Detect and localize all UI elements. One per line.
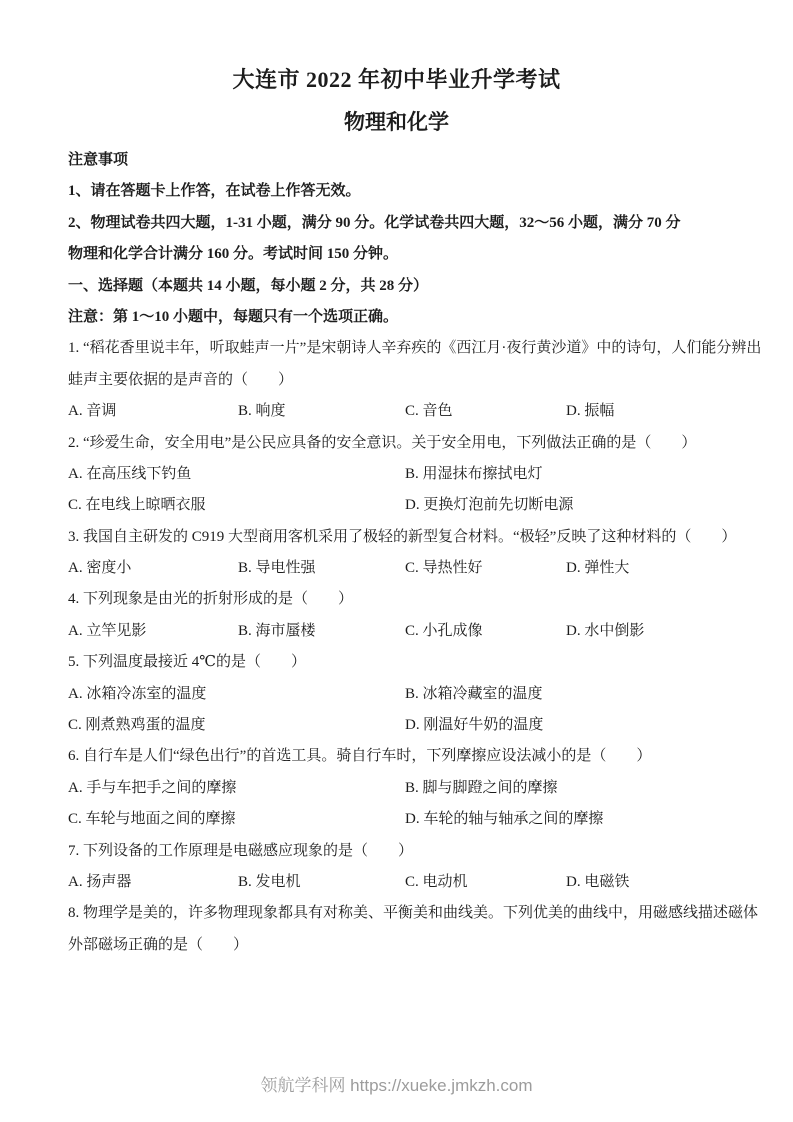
exam-subtitle: 物理和化学 bbox=[344, 110, 449, 134]
notice-heading: 注意事项 bbox=[68, 152, 129, 168]
question-5-options-row-2 bbox=[68, 710, 728, 741]
question-6-options-row-1 bbox=[68, 773, 728, 804]
question-4-option-b: B. 海市蜃楼 bbox=[238, 622, 316, 639]
question-1-option-a: A. 音调 bbox=[68, 403, 117, 420]
question-7-option-b: B. 发电机 bbox=[238, 873, 301, 890]
question-5-option-d: D. 刚温好牛奶的温度 bbox=[405, 717, 544, 734]
question-6-option-d: D. 车轮的轴与轴承之间的摩擦 bbox=[405, 811, 604, 828]
question-4-stem-line-1: 4. 下列现象是由光的折射形成的是（ ） bbox=[68, 591, 354, 608]
question-3-stem-line-1: 3. 我国自主研发的 C919 大型商用客机采用了极轻的新型复合材料。“极轻”反映了这种材料的（ ） bbox=[68, 528, 737, 545]
question-3-options bbox=[68, 553, 728, 584]
question-2-option-c: C. 在电线上晾晒衣服 bbox=[68, 497, 206, 514]
question-7-options bbox=[68, 867, 728, 898]
question-7-option-a: A. 扬声器 bbox=[68, 873, 132, 890]
question-4-option-d: D. 水中倒影 bbox=[566, 622, 645, 639]
question-2-option-d: D. 更换灯泡前先切断电源 bbox=[405, 497, 574, 514]
question-6-stem-line-1: 6. 自行车是人们“绿色出行”的首选工具。骑自行车时，下列摩擦应设法减小的是（ ） bbox=[68, 748, 652, 765]
section-note: 注意：第 1～10 小题中，每题只有一个选项正确。 bbox=[68, 308, 399, 325]
question-5-stem-line-1: 5. 下列温度最接近 4℃的是（ ） bbox=[68, 654, 307, 671]
question-5-option-b: B. 冰箱冷藏室的温度 bbox=[405, 685, 543, 702]
notice-item-2: 2、物理试卷共四大题，1-31 小题，满分 90 分。化学试卷共四大题，32～56 小题，满分 70 分 bbox=[68, 214, 681, 231]
question-1-stem-line-2: 蛙声主要依据的是声音的（ ） bbox=[68, 371, 294, 388]
question-1-option-c: C. 音色 bbox=[405, 403, 453, 420]
question-7-stem-line-1: 7. 下列设备的工作原理是电磁感应现象的是（ ） bbox=[68, 842, 414, 859]
question-8-stem-line-1: 8. 物理学是美的，许多物理现象都具有对称美、平衡美和曲线美。下列优美的曲线中，用磁感线描述磁体 bbox=[68, 905, 759, 922]
watermark: 领航学科网 https://xueke.jmkzh.com bbox=[260, 1076, 533, 1095]
question-2-stem-line-1: 2. “珍爱生命，安全用电”是公民应具备的安全意识。关于安全用电，下列做法正确的是（ ） bbox=[68, 434, 697, 451]
exam-title: 大连市 2022 年初中毕业升学考试 bbox=[232, 67, 561, 92]
question-2-options-row-2 bbox=[68, 490, 728, 521]
question-3-option-a: A. 密度小 bbox=[68, 560, 132, 577]
question-3-option-b: B. 导电性强 bbox=[238, 560, 316, 577]
question-6-option-c: C. 车轮与地面之间的摩擦 bbox=[68, 811, 236, 828]
question-6-option-b: B. 脚与脚蹬之间的摩擦 bbox=[405, 779, 558, 796]
question-4-option-c: C. 小孔成像 bbox=[405, 622, 483, 639]
notice-item-1: 1、请在答题卡上作答，在试卷上作答无效。 bbox=[68, 183, 361, 200]
question-2-option-a: A. 在高压线下钓鱼 bbox=[68, 465, 192, 482]
question-6-options-row-2 bbox=[68, 804, 728, 835]
question-1-stem-line-1: 1. “稻花香里说丰年，听取蛙声一片”是宋朝诗人辛弃疾的《西江月·夜行黄沙道》中的诗句，人们能分辨出 bbox=[68, 340, 762, 357]
question-8-stem-line-2: 外部磁场正确的是（ ） bbox=[68, 936, 249, 953]
question-6-option-a: A. 手与车把手之间的摩擦 bbox=[68, 779, 237, 796]
question-2-option-b: B. 用湿抹布擦拭电灯 bbox=[405, 465, 543, 482]
question-5-option-a: A. 冰箱冷冻室的温度 bbox=[68, 685, 207, 702]
question-5-options-row-1 bbox=[68, 679, 728, 710]
notice-item-2-continued: 物理和化学合计满分 160 分。考试时间 150 分钟。 bbox=[68, 246, 399, 263]
question-7-option-d: D. 电磁铁 bbox=[566, 873, 630, 890]
question-2-options-row-1 bbox=[68, 459, 728, 490]
question-3-option-c: C. 导热性好 bbox=[405, 560, 483, 577]
exam-body bbox=[68, 145, 762, 961]
question-1-option-d: D. 振幅 bbox=[566, 403, 615, 420]
question-3-option-d: D. 弹性大 bbox=[566, 560, 630, 577]
question-7-option-c: C. 电动机 bbox=[405, 873, 468, 890]
question-1-option-b: B. 响度 bbox=[238, 403, 286, 420]
question-5-option-c: C. 刚煮熟鸡蛋的温度 bbox=[68, 717, 206, 734]
question-1-options bbox=[68, 396, 728, 427]
question-4-option-a: A. 立竿见影 bbox=[68, 622, 147, 639]
section-heading: 一、选择题（本题共 14 小题，每小题 2 分，共 28 分） bbox=[68, 277, 429, 294]
question-4-options bbox=[68, 616, 728, 647]
